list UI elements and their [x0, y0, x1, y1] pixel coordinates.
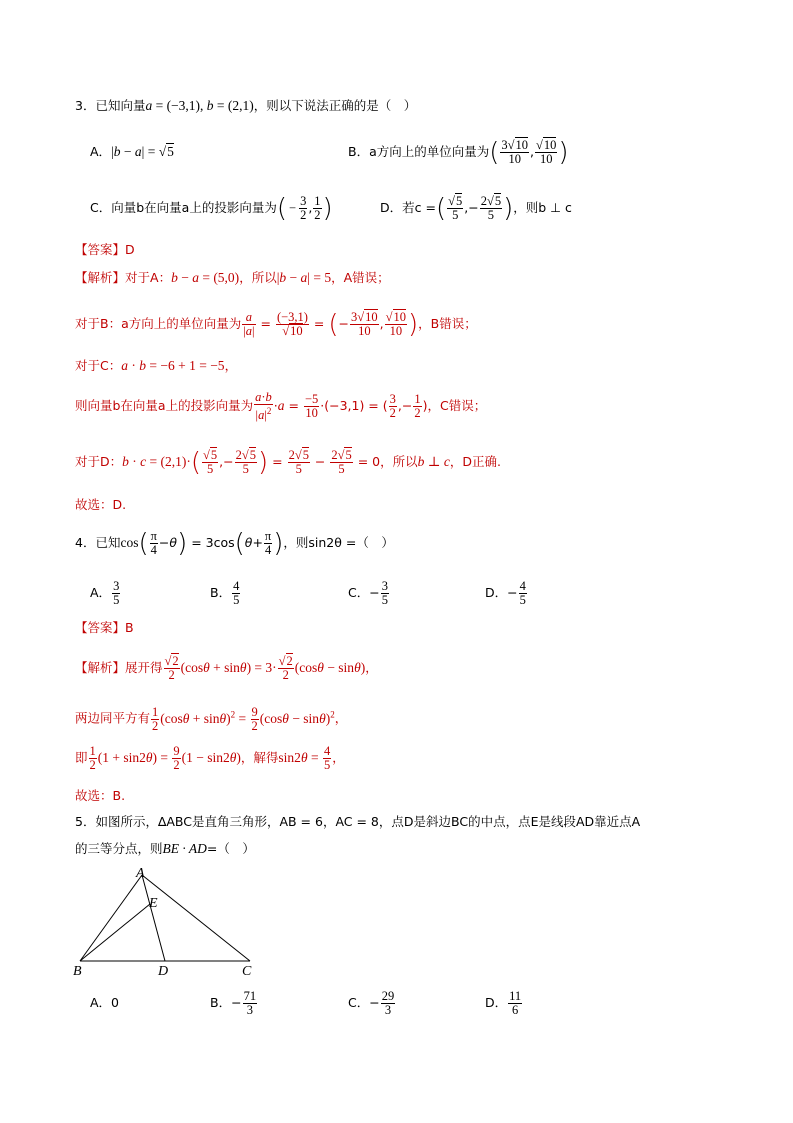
q4-answer-value: B: [125, 620, 134, 635]
q4-stem: 4．已知cos( $\frac{\pi}{4}$ −θ) = 3cos(θ+ $\frac{\pi}{4}$ )，则sin2θ =（ ）: [75, 528, 394, 559]
q4-option-c: C．− $\frac{3}{5}$: [348, 579, 388, 607]
q3-option-b-text: a方向上的单位向量为: [369, 144, 490, 159]
q4-s3-post: ，: [332, 750, 345, 765]
label-c: C: [242, 964, 252, 979]
q4-choose: 故选：B.: [75, 788, 126, 803]
q3-s5-pre: 对于D：: [75, 454, 123, 469]
q3-s1-math: b − a = (5,0): [171, 270, 240, 285]
q4-answer-label: 【答案】: [75, 620, 126, 635]
label-d: D: [158, 964, 169, 979]
q3-stem-pre: 3．已知向量: [75, 98, 146, 113]
q3-choose: 故选：D.: [75, 497, 127, 512]
q3-option-d-post: ，则b ⊥ c: [513, 200, 572, 215]
q3-analysis-label: 【解析】: [75, 270, 126, 285]
q3-analysis-4: 则向量b在向量a上的投影向量为 $\frac{a\cdot b}{|a|^2}$ ·a = $\frac{-5}{10}$ ·(−3,1) = ( $\frac{3}{2}$ ,− $\frac{1}{2}$ )，C错误；: [75, 389, 487, 423]
q3-s1-post: ，A错误；: [331, 270, 390, 285]
q4-stem-pre: 4．已知: [75, 535, 121, 550]
q3-s2-post: ，B错误；: [418, 316, 477, 331]
q4-s2-pre: 两边同平方有: [75, 710, 151, 726]
q3-option-d-text: 若c =: [402, 200, 436, 215]
q3-s1-mid: ，所以: [239, 270, 277, 285]
q4-analysis-label: 【解析】: [75, 660, 126, 675]
q5-stem-l2-pre: 的三等分点，则: [75, 841, 163, 856]
q4-answer: [75, 619, 134, 637]
q3-stem-post: ，则以下说法正确的是（ ）: [253, 98, 417, 113]
q3-s4-text: 则向量b在向量a上的投影向量为: [75, 398, 254, 413]
q4-option-d: D．− $\frac{4}{5}$: [485, 579, 526, 607]
q3-option-b-label: B．: [348, 144, 370, 159]
q3-s4-post: ，C错误；: [427, 398, 487, 413]
q5-option-d: D． $\frac{11}{6}$: [485, 989, 522, 1017]
q3-s2-text: a方向上的单位向量为: [121, 316, 242, 331]
q4-analysis-3: 即 $\frac{1}{2}$ (1 + sin2θ) = $\frac{9}{2}$ (1 − sin2θ)，解得sin2θ = $\frac{4}{5}$ ，: [75, 744, 345, 772]
q3-s5-post: ，D正确.: [449, 454, 501, 469]
label-b: B: [73, 964, 82, 979]
q3-answer-label: 【答案】: [75, 242, 126, 257]
q3-stem-math: a = (−3,1), b = (2,1): [145, 98, 254, 113]
q3-s3-post: ，: [224, 358, 238, 373]
q3-s3-pre: 对于C：: [75, 358, 122, 373]
q3-analysis-3: [75, 357, 237, 375]
q4-s3-mid: ，解得: [240, 750, 279, 765]
q3-option-c: C．向量b在向量a上的投影向量为( − $\frac{3}{2}$ , $\frac{1}{2}$ ): [90, 193, 333, 224]
q3-s2-pre: 对于B：: [75, 316, 122, 331]
q3-s1-math2: |b − a| = 5: [276, 270, 332, 285]
segment-ac: [142, 875, 250, 961]
q3-option-a-label: A．: [90, 144, 112, 159]
q4-s1-post: ，: [365, 660, 378, 675]
q3-stem: [75, 97, 416, 115]
q4-s3-pre: 即: [75, 750, 88, 765]
q3-s1-pre: 对于A：: [125, 270, 172, 285]
q3-s5-mid: ，所以: [380, 454, 418, 469]
label-a: A: [136, 866, 145, 881]
q5-option-b: B．− $\frac{71}{3}$: [210, 989, 257, 1017]
q4-s1-pre: 展开得: [125, 660, 163, 675]
q3-option-c-label: C．: [90, 200, 112, 215]
q4-analysis-2: 两边同平方有 $\frac{1}{2}$ $(\cos\theta + \sin\theta)^2$ = $\frac{9}{2}$ $(\cos\theta - \sin\theta)^2$，: [75, 704, 348, 733]
q3-option-d: D．若c =( $\frac{√5}{5}$ ,− $\frac{2√5}{5}$ )，则b ⊥ c: [380, 193, 572, 224]
q5-option-c: C．− $\frac{29}{3}$: [348, 989, 395, 1017]
q3-option-d-label: D．: [380, 200, 403, 215]
q5-stem-line2: [75, 840, 255, 858]
label-e: E: [149, 896, 158, 911]
q3-analysis-1: [75, 269, 390, 287]
q4-analysis-1: 【解析】展开得 $\frac{√2}{2}$ (cosθ + sinθ) = 3· $\frac{√2}{2}$ (cosθ − sinθ)，: [75, 654, 378, 682]
q3-answer-value: D: [125, 242, 135, 257]
q5-stem-l2-post: =（ ）: [206, 841, 255, 856]
q3-option-a-math: |b − a| = √5: [111, 144, 174, 159]
q3-analysis-2: 对于B：a方向上的单位向量为 $\frac{a}{|a|}$ = $\frac{(-3,1)}{√10}$ = (− $\frac{3√10}{10}$ , $\frac{√10}{10}$ )，B错误；: [75, 309, 477, 340]
q3-option-b: B．a方向上的单位向量为( $\frac{3√10}{10}$ , $\frac{√10}{10}$ ): [348, 137, 569, 168]
q3-option-c-text: 向量b在向量a上的投影向量为: [111, 200, 277, 215]
q3-analysis-5: 对于D：b · c = (2,1)·( $\frac{√5}{5}$ ,− $\frac{2√5}{5}$ ) = $\frac{2√5}{5}$ − $\frac{2√5}{5}$ = 0，所以b ⊥ c，D正确.: [75, 447, 501, 478]
q3-option-a: [90, 143, 174, 161]
q4-option-b: B． $\frac{4}{5}$: [210, 579, 240, 607]
q3-answer: [75, 241, 135, 259]
q5-option-a: A．0: [90, 995, 120, 1010]
q4-stem-post: ，则sin2θ =（ ）: [283, 535, 394, 550]
segment-ad: [142, 875, 165, 961]
q5-stem-line1: 5．如图所示，∆ABC是直角三角形，AB = 6，AC = 8，点D是斜边BC的中点，点E是线段AD靠近点A: [75, 814, 641, 829]
triangle-figure: [70, 865, 270, 980]
q4-s2-post: ，: [334, 710, 348, 726]
q5-stem-l2-math: BE · AD: [162, 841, 207, 856]
q3-s3-math: a · b = −6 + 1 = −5: [121, 358, 225, 373]
q4-option-a: A． $\frac{3}{5}$: [90, 579, 120, 607]
